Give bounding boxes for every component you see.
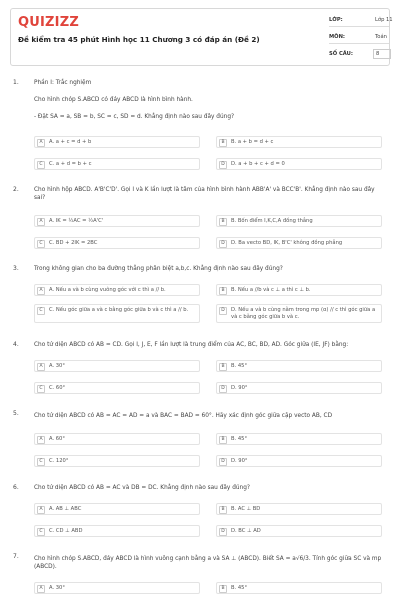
option-text: C. 120°: [49, 458, 69, 464]
answer-option-a[interactable]: [34, 136, 200, 148]
answer-option-b[interactable]: [216, 284, 382, 296]
option-text: D. 90°: [231, 385, 248, 391]
question-text: Cho hình chóp S.ABCD có đáy ABCD là hình bình hành.: [34, 97, 193, 103]
option-text: C. a + d = b + c: [49, 161, 92, 167]
option-letter: D: [219, 458, 227, 466]
answer-option-a[interactable]: [34, 503, 200, 515]
option-letter: D: [219, 240, 227, 248]
quizizz-logo: QUIZIZZ: [18, 15, 79, 30]
option-letter: C: [37, 307, 45, 315]
question-text: Cho hình hộp ABCD. A'B'C'D'. Gọi I và K lần lượt là tâm của hình bình hành ABB'A' và BCC'B'. Khẳng định nào sau đây sai?: [34, 187, 375, 201]
question-number: 5.: [13, 410, 19, 417]
page-title: Đề kiểm tra 45 phút Hình học 11 Chương 3 có đáp án (Đề 2): [18, 35, 260, 44]
option-text: B. Nếu a //b và c ⊥ a thì c ⊥ b.: [231, 287, 311, 293]
option-text: D. Ba vecto BD, IK, B'C' không đồng phẳng: [231, 240, 343, 246]
option-text: D. Nếu a và b cùng nằm trong mp (α) // c thì góc giữa a và c bằng góc giữa b và c.: [231, 307, 376, 320]
option-letter: A: [37, 436, 45, 444]
quiz-header: [10, 8, 393, 66]
option-letter: A: [37, 363, 45, 371]
option-letter: A: [37, 287, 45, 295]
option-text: A. 60°: [49, 436, 65, 442]
option-letter: B: [219, 139, 227, 147]
answer-option-c[interactable]: [34, 455, 200, 467]
option-text: C. CD ⊥ ABD: [49, 528, 83, 534]
option-text: A. a + c = d + b: [49, 139, 92, 145]
question-text: Cho hình chóp S.ABCD, đáy ABCD là hình vuông cạnh bằng a và SA ⊥ (ABCD). Biết SA = a√6/3. Tính góc giữa SC và mp (ABCD).: [34, 556, 382, 570]
option-letter: C: [37, 528, 45, 536]
question-text: Cho tứ diện ABCD có AB = AC và DB = DC. Khẳng định nào sau đây đúng?: [34, 485, 250, 491]
subject-label: MÔN:: [329, 34, 345, 40]
answer-option-d[interactable]: [216, 237, 382, 249]
option-letter: C: [37, 458, 45, 466]
option-letter: B: [219, 436, 227, 444]
answer-option-b[interactable]: [216, 503, 382, 515]
question-text: Trong không gian cho ba đường thẳng phân biệt a,b,c. Khẳng định nào sau đây đúng?: [34, 266, 283, 272]
option-letter: B: [219, 506, 227, 514]
option-letter: D: [219, 307, 227, 315]
option-text: A. 30°: [49, 363, 65, 369]
question-number: 4.: [13, 341, 19, 348]
option-text: A. 30°: [49, 585, 65, 591]
answer-option-c[interactable]: [34, 525, 200, 537]
option-letter: D: [219, 161, 227, 169]
answer-option-d[interactable]: [216, 455, 382, 467]
answer-option-d[interactable]: [216, 525, 382, 537]
answer-option-d[interactable]: [216, 382, 382, 394]
question-number: 3.: [13, 265, 19, 272]
option-text: B. 45°: [231, 585, 248, 591]
option-letter: C: [37, 385, 45, 393]
option-text: D. BC ⊥ AD: [231, 528, 261, 534]
question-number: 6.: [13, 484, 19, 491]
answer-option-c[interactable]: [34, 382, 200, 394]
answer-option-b[interactable]: [216, 215, 382, 227]
option-letter: D: [219, 528, 227, 536]
count-label: SỐ CÂU:: [329, 51, 353, 57]
option-text: A. IK = ½AC = ½A'C': [49, 218, 104, 224]
option-text: B. a + b = d + c: [231, 139, 274, 145]
answer-option-d[interactable]: [216, 158, 382, 170]
option-letter: C: [37, 161, 45, 169]
option-letter: A: [37, 506, 45, 514]
option-text: D. 90°: [231, 458, 248, 464]
option-letter: A: [37, 218, 45, 226]
option-text: C. Nếu góc giữa a và c bằng góc giữa b và c thì a // b.: [49, 307, 189, 313]
subject-value: Toán: [375, 34, 387, 40]
question-text: Cho tứ diện ABCD có AB = AC = AD = a và BAC = BAD = 60°. Hãy xác định góc giữa cặp vecto AB, CD: [34, 413, 333, 419]
question-number: 2.: [13, 186, 19, 193]
option-text: C. BD + 2IK = 2BC: [49, 240, 98, 246]
question-number: 7.: [13, 553, 19, 560]
answer-option-a[interactable]: [34, 215, 200, 227]
option-text: B. AC ⊥ BD: [231, 506, 261, 512]
option-letter: B: [219, 218, 227, 226]
question-text: Cho tứ diện ABCD có AB = CD. Gọi I, J, E, F lần lượt là trung điểm của AC, BC, BD, AD. Góc giữa (IE, JF) bằng:: [34, 342, 349, 348]
answer-option-a[interactable]: [34, 582, 200, 594]
option-text: A. AB ⊥ ABC: [49, 506, 82, 512]
option-text: B. 45°: [231, 363, 248, 369]
question-number: 1.: [13, 79, 19, 86]
answer-option-a[interactable]: [34, 360, 200, 372]
count-value: 8: [376, 51, 380, 57]
option-letter: D: [219, 385, 227, 393]
answer-option-b[interactable]: [216, 582, 382, 594]
option-letter: B: [219, 585, 227, 593]
option-letter: B: [219, 287, 227, 295]
option-letter: A: [37, 139, 45, 147]
option-text: A. Nếu a và b cùng vuông góc với c thì a // b.: [49, 287, 166, 293]
answer-option-c[interactable]: [34, 304, 200, 323]
answer-option-b[interactable]: [216, 433, 382, 445]
option-text: D. a + b + c + d = 0: [231, 161, 285, 167]
class-label: LỚP:: [329, 17, 343, 23]
answer-option-c[interactable]: [34, 237, 200, 249]
answer-option-b[interactable]: [216, 136, 382, 148]
option-text: C. 60°: [49, 385, 66, 391]
option-text: B. 45°: [231, 436, 248, 442]
answer-option-a[interactable]: [34, 433, 200, 445]
question-text: - Đặt SA = a, SB = b, SC = c, SD = d. Khẳng định nào sau đây đúng?: [34, 114, 235, 120]
answer-option-a[interactable]: [34, 284, 200, 296]
option-letter: A: [37, 585, 45, 593]
option-letter: B: [219, 363, 227, 371]
option-letter: C: [37, 240, 45, 248]
question-text: Phần I: Trắc nghiệm: [34, 80, 92, 86]
answer-option-d[interactable]: [216, 304, 382, 323]
class-value: Lớp 11: [375, 17, 393, 23]
answer-option-b[interactable]: [216, 360, 382, 372]
option-text: B. Bốn điểm I,K,C,A đồng thẳng: [231, 218, 313, 224]
answer-option-c[interactable]: [34, 158, 200, 170]
